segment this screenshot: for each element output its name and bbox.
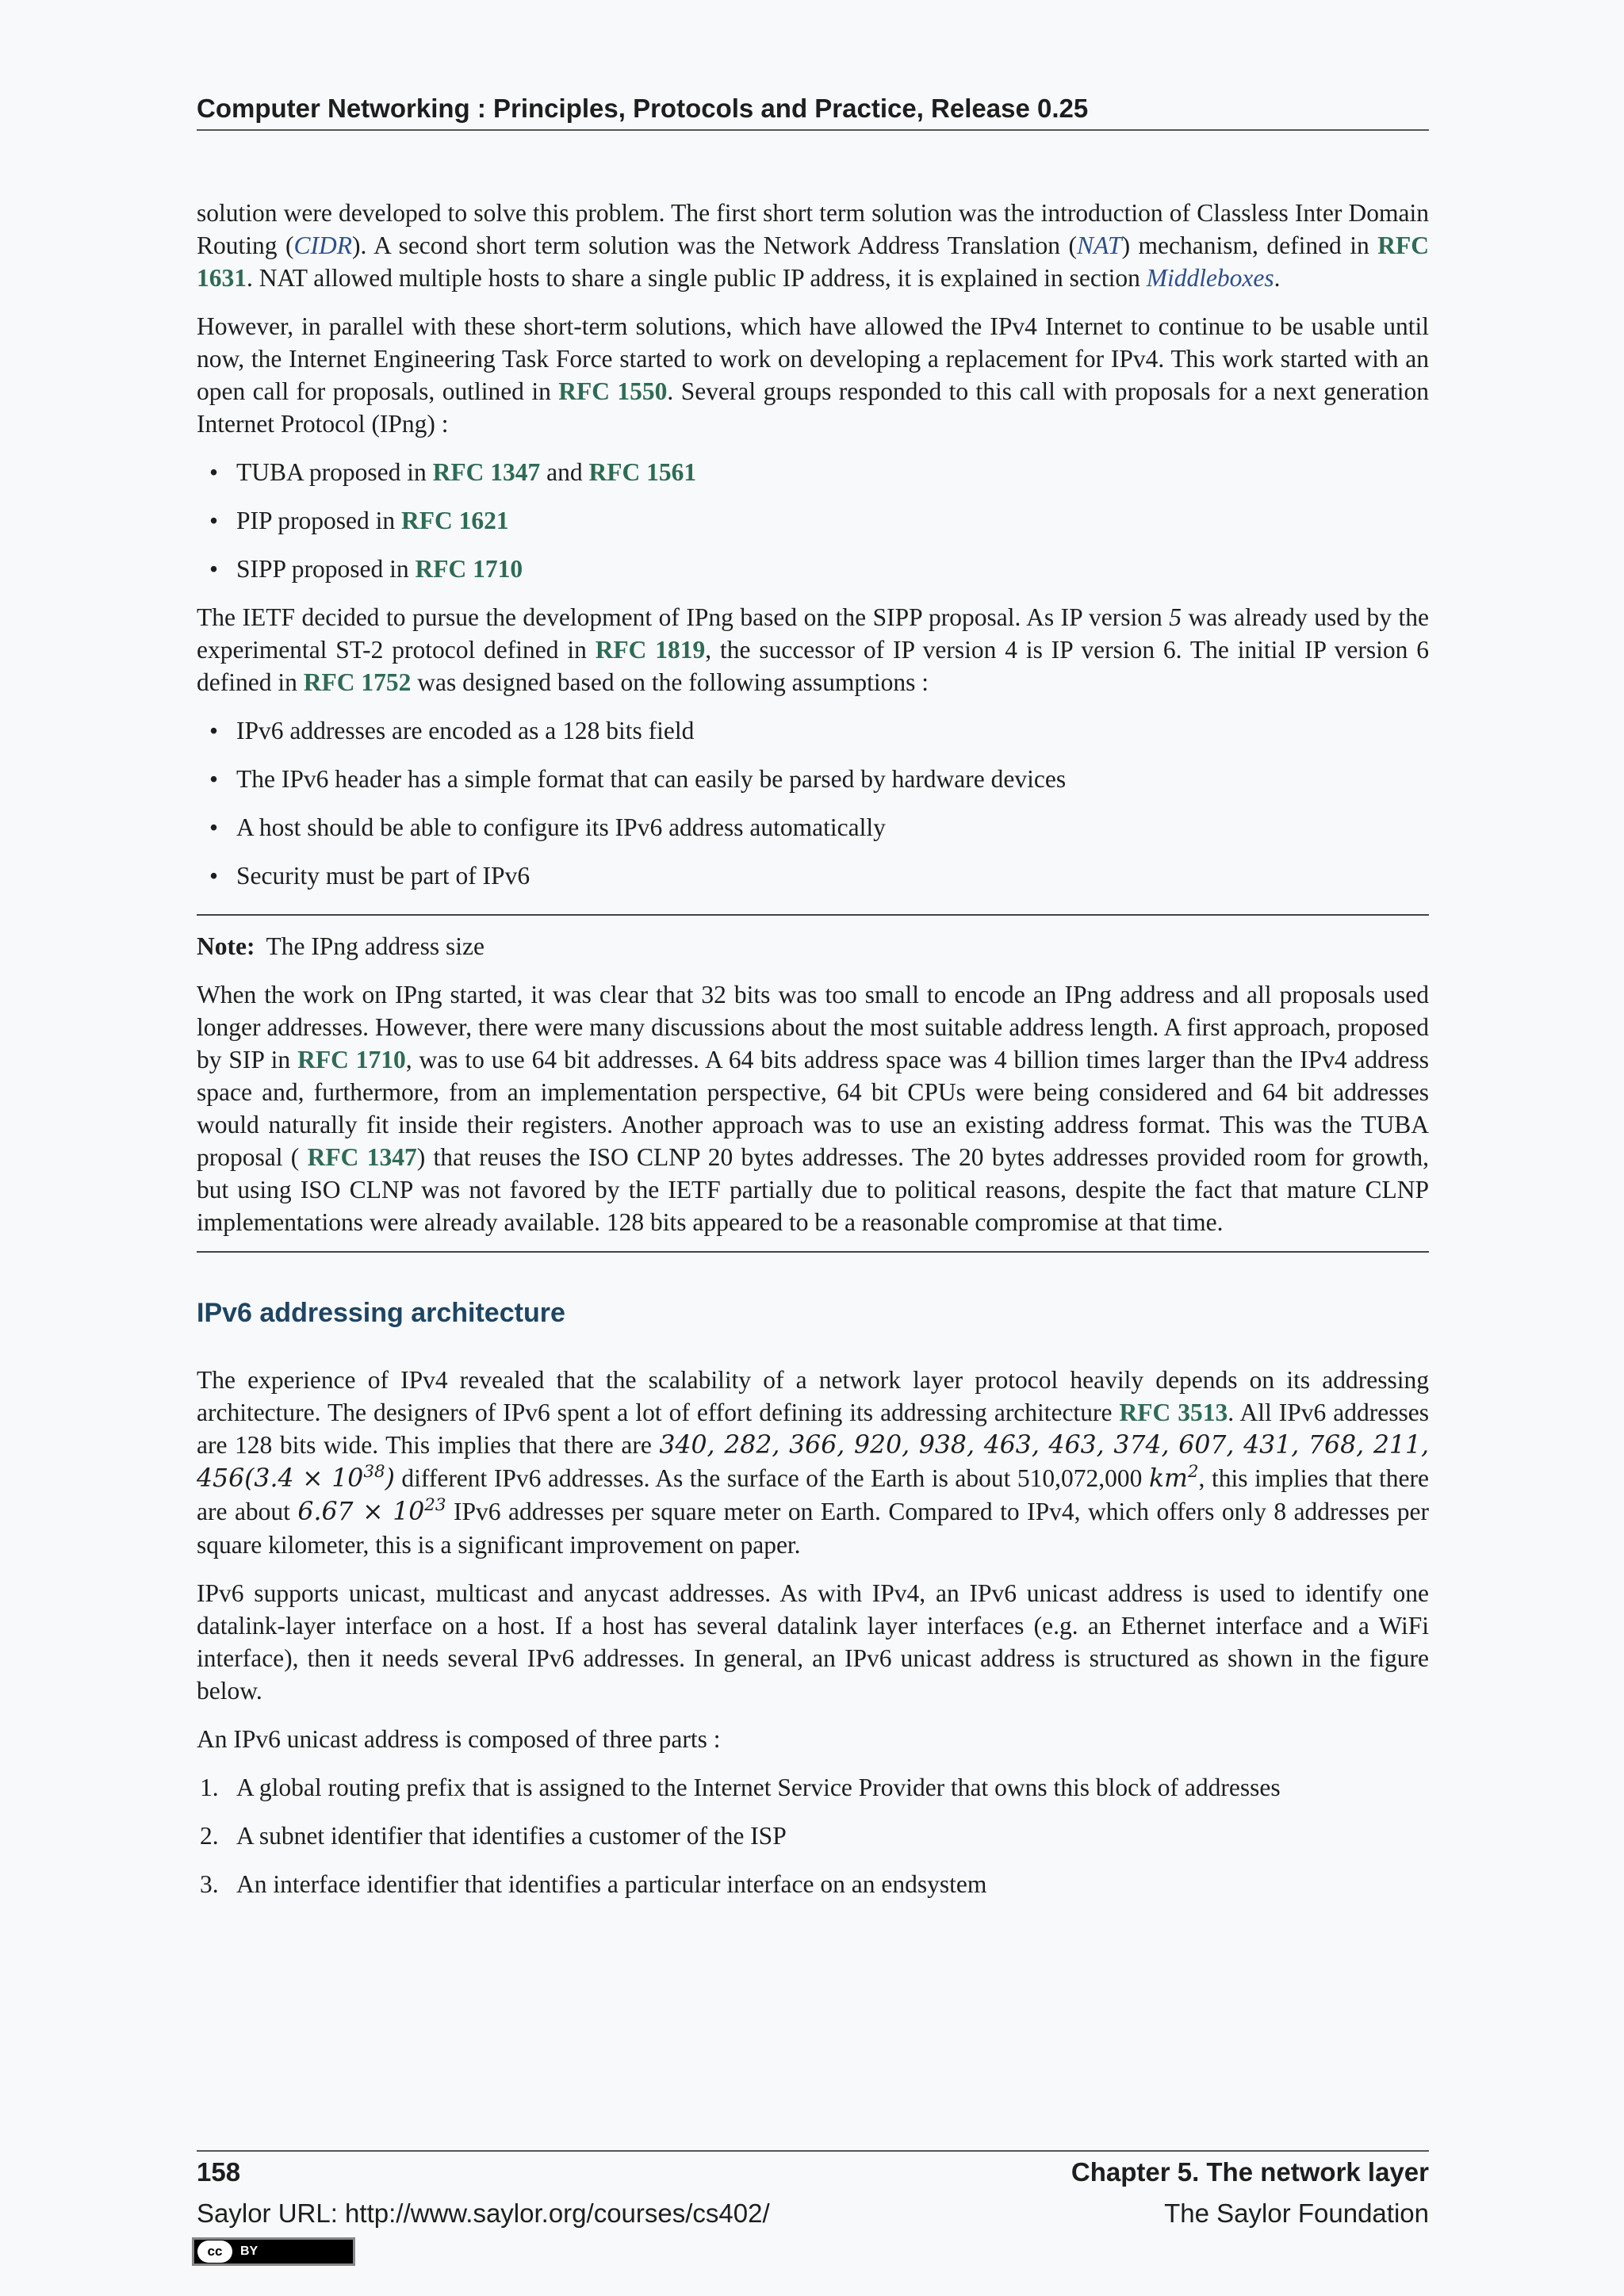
saylor-url: Saylor URL: http://www.saylor.org/courses/cs402/: [197, 2198, 770, 2228]
footer-line-1: [197, 2156, 1429, 2188]
list-item: 1. A global routing prefix that is assigned to the Internet Service Provider that owns this block of addresses: [200, 1774, 1281, 1801]
rfc-1819-link[interactable]: RFC 1819: [595, 636, 706, 664]
rfc-1347-link[interactable]: RFC 1347: [307, 1143, 417, 1171]
density-formula: $6.67 \times 10^{23}$: [297, 1495, 446, 1526]
by-label: BY: [240, 2244, 259, 2258]
list-item: • Security must be part of IPv6: [236, 859, 1429, 892]
cc-by-badge: [192, 2237, 355, 2266]
rfc-1561-link[interactable]: RFC 1561: [588, 458, 697, 486]
note-paragraph: When the work on IPng started, it was clear that 32 bits was too small to encode an IPng address and all proposals used longer addresses. However, there were many discussions about the most suitable address length. A first approach, proposed by SIP in RFC 1710, was to use 64 bit addresses. A 64 bits address space was 4 billion times larger than the IPv4 address space and, furthermore, from an implementation perspective, 64 bit CPUs were being considered and 64 bit addresses would naturally fit inside their registers. Another approach was to use an existing address format. This was the TUBA proposal ( RFC 1347) that reuses the ISO CLNP 20 bytes addresses. The 20 bytes addresses provided room for growth, but using ISO CLNP was not favored by the IETF partially due to political reasons, despite the fact that mature CLNP implementations were already available. 128 bits appeared to be a reasonable compromise at that time.: [197, 981, 1429, 1236]
ietf-paragraph: The IETF decided to pursue the development of IPng based on the SIPP proposal. As IP version 5 was already used by the experimental ST-2 protocol defined in RFC 1819, the successor of IP version 4 is IP version 6. The initial IP version 6 defined in RFC 1752 was designed based on the following assumptions :: [197, 603, 1429, 696]
rfc-1752-link[interactable]: RFC 1752: [303, 668, 412, 696]
addressing-paragraph-3: An IPv6 unicast address is composed of three parts :: [197, 1725, 721, 1753]
assumptions-list: [197, 714, 1429, 892]
organization: The Saylor Foundation: [1164, 2198, 1429, 2228]
list-item: 2. A subnet identifier that identifies a customer of the ISP: [200, 1822, 787, 1850]
list-item: • A host should be able to configure its IPv6 address automatically: [236, 811, 1429, 844]
page: [197, 0, 1429, 2296]
note-title: The IPng address size: [266, 932, 485, 960]
running-header: [197, 93, 1429, 131]
intro-paragraph-1: solution were developed to solve this problem. The first short term solution was the introduction of Classless Inter Domain Routing (CIDR). A second short term solution was the Network Address Translation (NAT) mechanism, defined in RFC 1631. NAT allowed multiple hosts to share a single public IP address, it is explained in section Middleboxes.: [197, 199, 1429, 292]
km-squared: $km^2$: [1148, 1462, 1199, 1493]
list-item: • PIP proposed in RFC 1621: [236, 504, 1429, 537]
nat-link[interactable]: NAT: [1076, 232, 1122, 259]
footer-rule: [197, 2150, 1429, 2152]
rfc-1550-link[interactable]: RFC 1550: [558, 377, 668, 405]
cidr-link[interactable]: CIDR: [293, 232, 352, 259]
address-parts-list: [197, 1771, 1429, 1900]
rfc-1710-link[interactable]: RFC 1710: [297, 1046, 406, 1073]
list-item: • IPv6 addresses are encoded as a 128 bits field: [236, 714, 1429, 747]
rfc-3513-link[interactable]: RFC 3513: [1119, 1399, 1228, 1426]
proposals-list: [197, 456, 1429, 585]
section-heading: IPv6 addressing architecture: [197, 1298, 565, 1328]
list-item: • TUBA proposed in RFC 1347 and RFC 1561: [236, 456, 1429, 488]
note-label: Note:: [197, 932, 255, 960]
list-item: • The IPv6 header has a simple format that can easily be parsed by hardware devices: [236, 763, 1429, 795]
chapter-title: Chapter 5. The network layer: [1071, 2157, 1429, 2187]
rfc-1621-link[interactable]: RFC 1621: [400, 507, 509, 534]
footer-line-2: [197, 2198, 1429, 2229]
note-box: [197, 914, 1429, 1253]
list-item: • SIPP proposed in RFC 1710: [236, 553, 1429, 585]
list-item: 3. An interface identifier that identifies a particular interface on an endsystem: [200, 1870, 987, 1898]
intro-paragraph-2: However, in parallel with these short-term solutions, which have allowed the IPv4 Internet to continue to be usable until now, the Internet Engineering Task Force started to work on developing a replacement for IPv4. This work started with an open call for proposals, outlined in RFC 1550. Several groups responded to this call with proposals for a next generation Internet Protocol (IPng) :: [197, 312, 1430, 438]
header-title: Computer Networking : Principles, Protocols and Practice, Release 0.25: [197, 94, 1089, 123]
cc-icon: cc: [197, 2241, 232, 2263]
address-count-formula: 340, 282, 366, 920, 938, 463, 463, 374, 607, 431, 768, 211, $456(3.4 \times 10^{38})$: [197, 1431, 1429, 1493]
note-heading: [197, 930, 1429, 962]
main-content: [197, 197, 1429, 1916]
middleboxes-link[interactable]: Middleboxes: [1146, 264, 1274, 292]
rfc-1631-link[interactable]: RFC 1631: [197, 232, 1429, 292]
addressing-paragraph-1: The experience of IPv4 revealed that the scalability of a network layer protocol heavily depends on its addressing architecture. The designers of IPv6 spent a lot of effort defining its addressing architecture RFC 3513. All IPv6 addresses are 128 bits wide. This implies that there are 340, 282, 366, 920, 938, 463, 463, 374, 607, 431, 768, 211, $456(3.4 \times 10^{38})$ different IPv6 addresses. As the surface of the Earth is about 510,072,000 $km^2$, this implies that there are about $6.67 \times 10^{23}$ IPv6 addresses per square meter on Earth. Compared to IPv4, which offers only 8 addresses per square kilometer, this is a significant improvement on paper.: [197, 1366, 1429, 1559]
rfc-1710-link[interactable]: RFC 1710: [415, 555, 523, 583]
page-number: 158: [197, 2157, 241, 2187]
addressing-paragraph-2: IPv6 supports unicast, multicast and anycast addresses. As with IPv4, an IPv6 unicast address is used to identify one datalink-layer interface on a host. If a host has several datalink layer interfaces (e.g. an Ethernet interface and a WiFi interface), then it needs several IPv6 addresses. In general, an IPv6 unicast address is structured as shown in the figure below.: [197, 1579, 1429, 1705]
rfc-1347-link[interactable]: RFC 1347: [432, 458, 541, 486]
